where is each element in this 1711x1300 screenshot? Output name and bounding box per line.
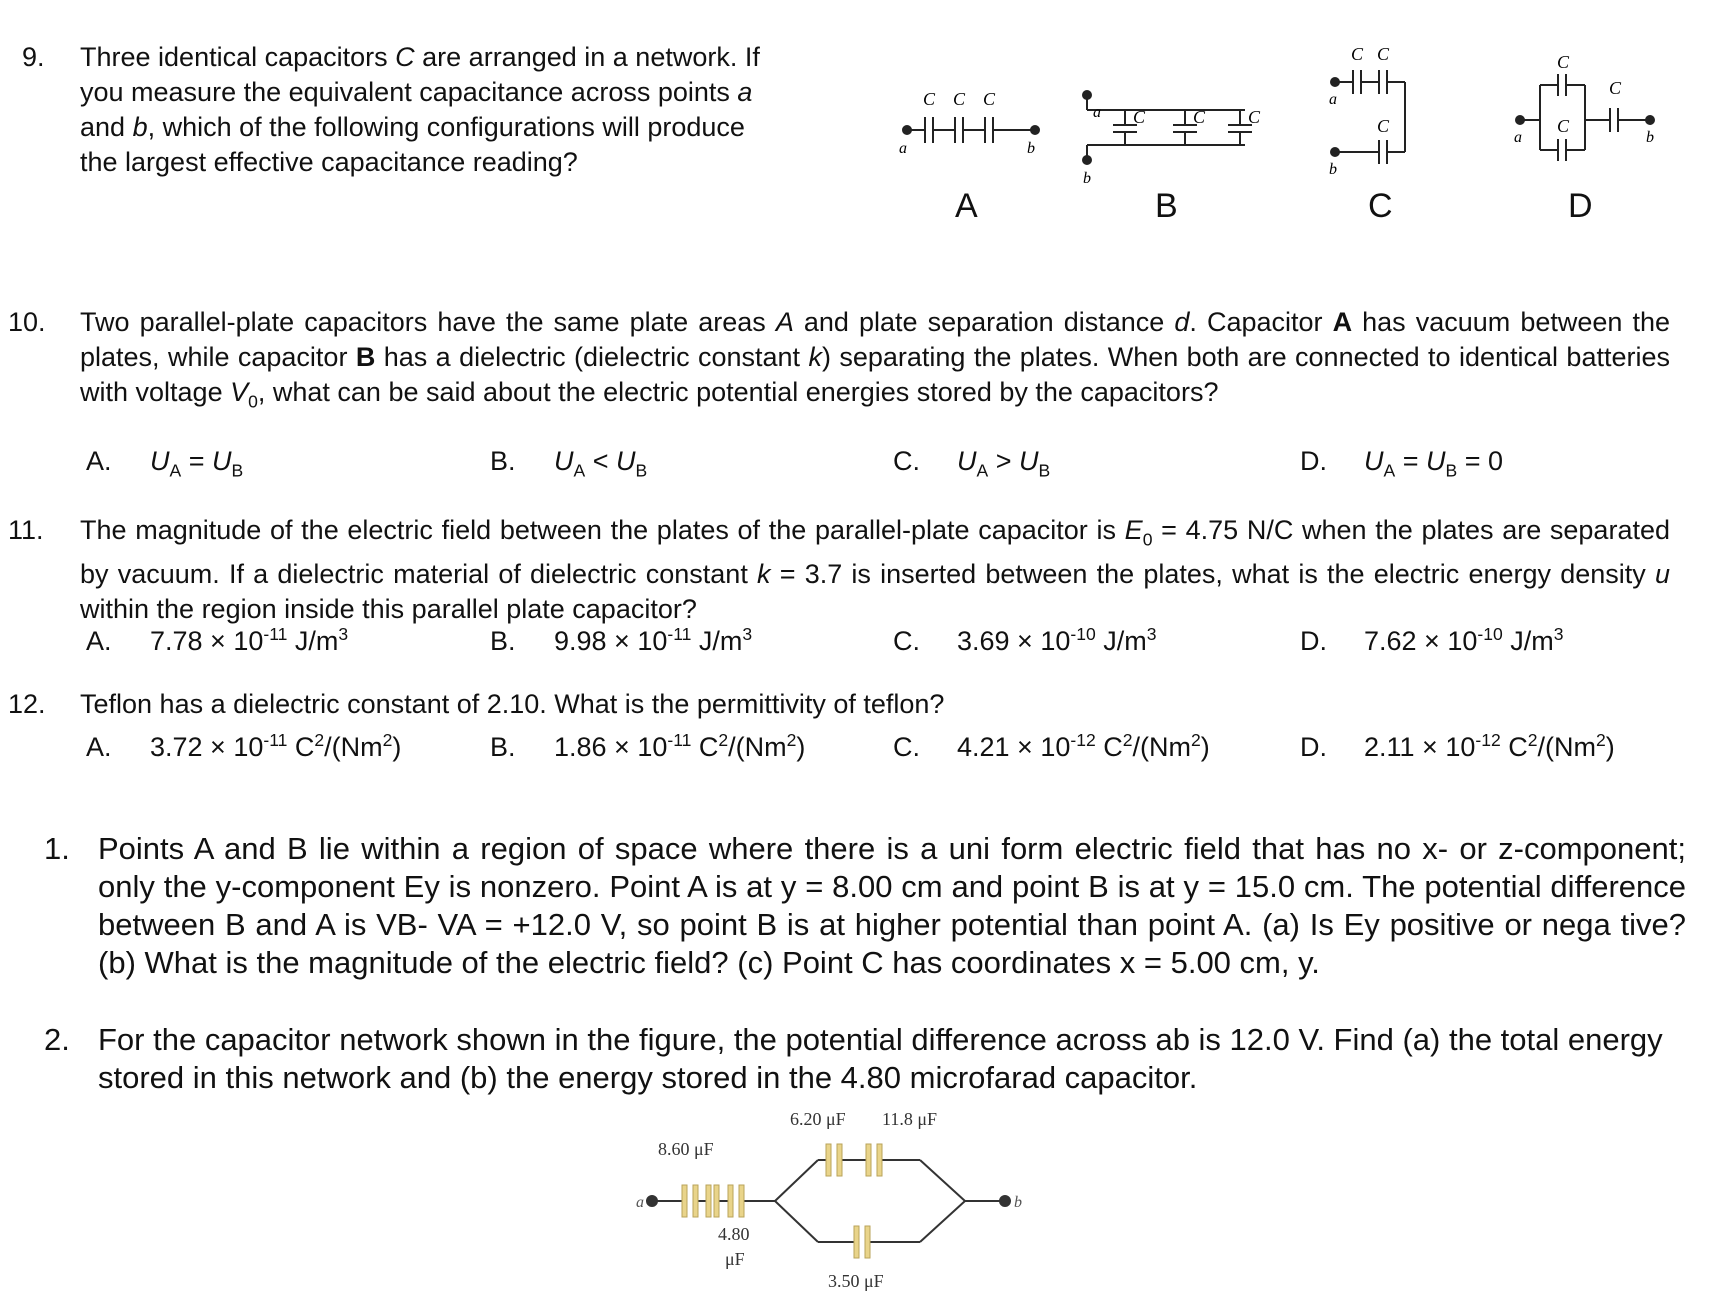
q10-option-b-letter: B. <box>490 446 516 476</box>
q9-figure-a <box>895 85 1065 165</box>
p1-text: Points A and B lie within a region of space where there is a uni form electric field that has no x- or z-component; only the y-component Ey is nonzero. Point A is at y = 8.00 cm and point B is at y = 15.0 cm. The potential difference between B and A is VB- VA = +12.0 V, so point B is at higher potential than point A. (a) Is Ey positive or nega tive? (b) What is the magnitude of the electric field? (c) Point C has coordinates x = 5.00 cm, y. <box>98 831 1686 980</box>
q9b-cap-label: C <box>1248 107 1261 127</box>
q11-option-c-letter: C. <box>893 626 920 656</box>
q9a-cap-label: C <box>923 89 936 109</box>
q12-option-c[interactable]: C. $4.21 \times 10^{-12}$ $C^2/(Nm^2)$ <box>893 723 1210 765</box>
p1-number: 1. <box>44 831 70 866</box>
q12-option-b[interactable]: B. $1.86 \times 10^{-11}$ $C^2/(Nm^2)$ <box>490 723 805 765</box>
q12-option-a[interactable]: A. $3.72 \times 10^{-11}$ $C^2/(Nm^2)$ <box>86 723 401 765</box>
q10-option-d[interactable]: D. $U_A = U_B = 0$ <box>1300 446 1503 481</box>
q11-option-b[interactable]: B. $9.98 \times 10^{-11}$ $J/m^3$ <box>490 617 752 659</box>
q12-text: Teflon has a dielectric constant of 2.10. What is the permittivity of teflon? <box>80 689 945 719</box>
q9b-cap-label: C <box>1193 107 1206 127</box>
q11-option-a[interactable]: A. $7.78 \times 10^{-11}$ $J/m^3$ <box>86 617 348 659</box>
q11-text: The magnitude of the electric field between the plates of the parallel-plate capacitor is $E_0 = 4.75$ N/C when the plates are separated by vacuum. If a dielectric material of dielectric constant k = 3.7 is inserted between the plates, what is the electric energy density u within the region inside this parallel plate capacitor? <box>80 515 1671 625</box>
q9a-cap-label: C <box>983 89 996 109</box>
q9b-term-a: a <box>1093 104 1101 121</box>
q10-option-c[interactable]: C. $U_A > U_B$ <box>893 446 1051 481</box>
q11-option-a-letter: A. <box>86 626 112 656</box>
q9c-term-b: b <box>1329 161 1337 178</box>
q10-option-b[interactable]: B. $U_A < U_B$ <box>490 446 648 481</box>
p2-label-4-80-unit: μF <box>725 1249 745 1269</box>
p2-capacitor-network <box>630 1105 1050 1295</box>
p2-number: 2. <box>44 1022 70 1057</box>
q9b-term-b: b <box>1083 170 1091 187</box>
q9d-cap-label: C <box>1557 52 1570 72</box>
q12-option-d[interactable]: D. $2.11 \times 10^{-12}$ $C^2/(Nm^2)$ <box>1300 723 1615 765</box>
q9c-cap-label: C <box>1351 44 1364 64</box>
q9d-term-a: a <box>1514 129 1522 146</box>
q9b-cap-label: C <box>1133 107 1146 127</box>
q10-option-d-letter: D. <box>1300 446 1327 476</box>
q9d-cap-label: C <box>1609 78 1622 98</box>
q11-option-c[interactable]: C. $3.69 \times 10^{-10}$ $J/m^3$ <box>893 617 1156 659</box>
q9-figure-a-label: A <box>955 187 978 225</box>
q11-option-b-letter: B. <box>490 626 516 656</box>
q9-figure-d-label: D <box>1568 187 1593 225</box>
p2-text: For the capacitor network shown in the figure, the potential difference across ab is 12.0 V. Find (a) the total energy stored in this network and (b) the energy stored in the 4.80 microfarad capacitor. <box>98 1022 1663 1095</box>
q9c-cap-label: C <box>1377 116 1390 136</box>
q9c-cap-label: C <box>1377 44 1390 64</box>
q9-number: 9. <box>22 42 45 72</box>
p2-term-a: a <box>636 1194 644 1211</box>
q9d-cap-label: C <box>1557 116 1570 136</box>
q10-option-c-letter: C. <box>893 446 920 476</box>
q10-option-a[interactable]: A. $U_A = U_B$ <box>86 446 244 481</box>
q9c-term-a: a <box>1329 91 1337 108</box>
p2-label-6-20: 6.20 μF <box>790 1109 846 1129</box>
q9-figure-d <box>1510 50 1670 180</box>
q12-option-d-letter: D. <box>1300 732 1327 762</box>
q9-figure-b-label: B <box>1155 187 1178 225</box>
q9a-cap-label: C <box>953 89 966 109</box>
p2-label-4-80: 4.80 <box>718 1224 750 1244</box>
q9a-term-b: b <box>1027 140 1035 157</box>
p2-label-11-8: 11.8 μF <box>882 1109 937 1129</box>
q11-number: 11. <box>8 515 44 545</box>
p2-label-8-60: 8.60 μF <box>658 1139 714 1159</box>
q9-figure-b <box>1075 85 1275 190</box>
q9-figure-c <box>1325 42 1445 182</box>
q10-number: 10. <box>8 307 46 337</box>
q12-option-a-letter: A. <box>86 732 112 762</box>
q10-option-a-letter: A. <box>86 446 112 476</box>
q11-option-d[interactable]: D. $7.62 \times 10^{-10}$ $J/m^3$ <box>1300 617 1563 659</box>
q11-option-d-letter: D. <box>1300 626 1327 656</box>
q12-option-b-letter: B. <box>490 732 516 762</box>
q12-option-c-letter: C. <box>893 732 920 762</box>
p2-label-3-50: 3.50 μF <box>828 1271 884 1291</box>
p2-term-b: b <box>1014 1194 1022 1211</box>
q12-number: 12. <box>8 689 46 719</box>
q9d-term-b: b <box>1646 129 1654 146</box>
q10-text: Two parallel-plate capacitors have the same plate areas A and plate separation distance d. Capacitor A has vacuum between the plates, while capacitor B has a dielectric (dielectric constant k) separating the plates. When both are connected to identical batteries with voltage $V_0$, what can be said about the electric potential energies stored by the capacitors? <box>80 307 1670 412</box>
q9a-term-a: a <box>899 140 907 157</box>
q9-figure-c-label: C <box>1368 187 1393 225</box>
q9-text: Three identical capacitors C are arranged in a network. If you measure the equivalent capacitance across points a and b, which of the following configurations will produce the largest effective capacitance reading? <box>80 42 760 177</box>
